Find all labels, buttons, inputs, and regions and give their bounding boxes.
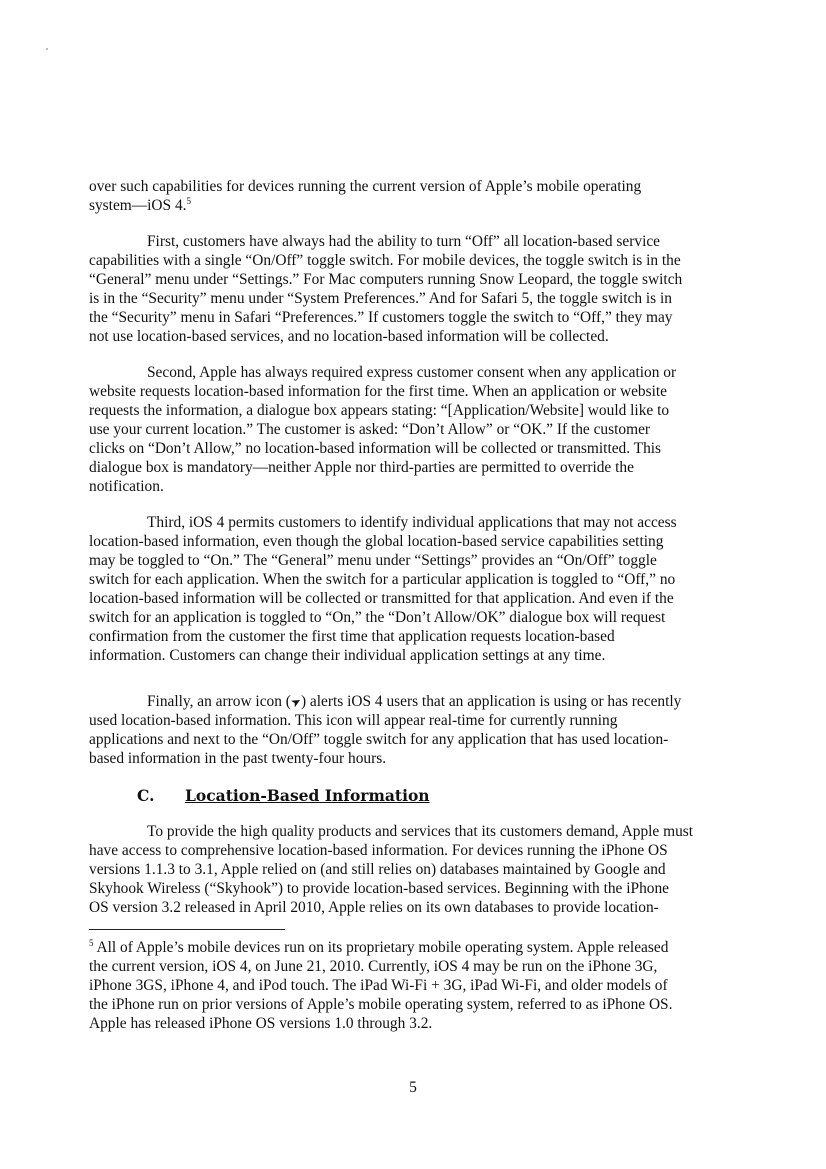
text-fragment: All of Apple’s mobile devices run on its proprietary mobile operating system. Apple released [96,939,669,956]
text-line: use your current location.” The customer is asked: “Don’t Allow” or “OK.” If the customer [89,421,651,438]
text-line: Third, iOS 4 permits customers to identify individual applications that may not access [147,514,677,531]
text-line: OS version 3.2 released in April 2010, Apple relies on its own databases to provide location- [89,899,659,916]
text-line: dialogue box is mandatory—neither Apple nor third-parties are permitted to override the [89,459,634,476]
text-line: To provide the high quality products and services that its customers demand, Apple must [147,823,694,840]
footnote [89,938,749,1033]
text-line [89,692,749,711]
paragraph-finally [89,692,749,768]
footnote-ref[interactable]: 5 [186,195,191,206]
text-line: the current version, iOS 4, on June 21, 2010. Currently, iOS 4 may be run on the iPhone 3G, [89,958,658,975]
page-number: 5 [409,1079,417,1096]
text-fragment: system—iOS 4. [89,197,187,214]
text-line: Skyhook Wireless (“Skyhook”) to provide location-based services. Beginning with the iPhone [89,880,669,897]
footnote-number: 5 [89,937,94,948]
text-line: switch for an application is toggled to “On,” the “Don’t Allow/OK” dialogue box will request [89,609,666,626]
section-heading [137,786,430,805]
text-line: location-based information, even though the global location-based service capabilities setting [89,533,664,550]
text-line: not use location-based services, and no location-based information will be collected. [89,328,609,345]
location-arrow-icon: ➤ [288,693,304,711]
text-line: switch for each application. When the switch for a particular application is toggled to “Off,” no [89,571,676,588]
footnote-divider [89,929,285,930]
section-title: Location-Based Information [185,786,430,805]
text-line: based information in the past twenty-four hours. [89,750,387,767]
paragraph-third [89,513,749,665]
text-fragment: Finally, an arrow icon ( [147,693,291,710]
text-line: notification. [89,478,164,495]
text-line [89,196,749,215]
text-line: used location-based information. This icon will appear real-time for currently running [89,712,618,729]
section-letter: C. [137,786,155,805]
text-line: versions 1.1.3 to 3.1, Apple relied on (and still relies on) databases maintained by Google and [89,861,666,878]
paragraph-continued [89,177,749,215]
scan-speck [46,48,48,50]
text-line: “General” menu under “Settings.” For Mac computers running Snow Leopard, the toggle switch [89,271,683,288]
text-line: confirmation from the customer the first time that application requests location-based [89,628,615,645]
text-line: capabilities with a single “On/Off” toggle switch. For mobile devices, the toggle switch is in the [89,252,681,269]
text-line: Apple has released iPhone OS versions 1.0 through 3.2. [89,1015,433,1032]
text-line: have access to comprehensive location-based information. For devices running the iPhone OS [89,842,668,859]
text-line: website requests location-based information for the first time. When an application or website [89,383,667,400]
text-line: requests the information, a dialogue box appears stating: “[Application/Website] would like to [89,402,670,419]
text-line: applications and next to the “On/Off” toggle switch for any application that has used location- [89,731,669,748]
text-line: the iPhone run on prior versions of Apple’s mobile operating system, referred to as iPhone OS. [89,996,673,1013]
paragraph-second [89,363,749,496]
text-fragment: ) alerts iOS 4 users that an application is using or has recently [300,693,682,710]
paragraph-section-c [89,822,749,917]
text-line: is in the “Security” menu under “System Preferences.” And for Safari 5, the toggle switch is in [89,290,672,307]
text-line: iPhone 3GS, iPhone 4, and iPod touch. The iPad Wi-Fi + 3G, iPad Wi-Fi, and older models of [89,977,668,994]
text-line: First, customers have always had the ability to turn “Off” all location-based service [147,233,661,250]
text-line: the “Security” menu in Safari “Preferences.” If customers toggle the switch to “Off,” they may [89,309,673,326]
text-line: information. Customers can change their individual application settings at any time. [89,647,606,664]
text-line: over such capabilities for devices running the current version of Apple’s mobile operating [89,178,642,195]
text-line: location-based information will be collected or transmitted for that application. And even if the [89,590,674,607]
text-line: Second, Apple has always required express customer consent when any application or [147,364,677,381]
text-line: clicks on “Don’t Allow,” no location-based information will be collected or transmitted. This [89,440,662,457]
text-line: may be toggled to “On.” The “General” menu under “Settings” provides an “On/Off” toggle [89,552,657,569]
paragraph-first [89,232,749,346]
text-line [89,938,749,957]
